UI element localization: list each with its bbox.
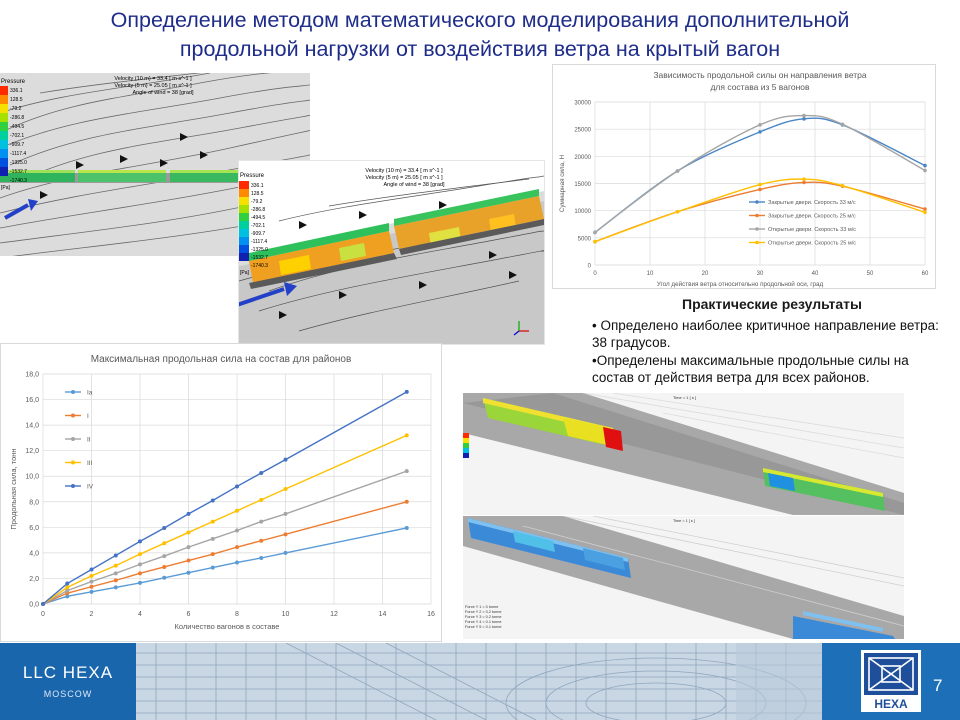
chart2-point <box>405 469 409 473</box>
chart2-point <box>259 520 263 524</box>
cfd-iso-info-line: Angle of wind = 38 [grad] <box>383 182 445 188</box>
chart1-y-tick-label: 20000 <box>574 154 591 161</box>
cfd-top-info-line: Angle of wind = 38 [grad] <box>132 90 194 96</box>
cfd-top-legend-value: -286.8 <box>10 115 25 121</box>
cfd-top-legend-value: -909.7 <box>10 142 25 148</box>
chart2-x-tick-label: 4 <box>138 611 142 618</box>
chart1-legend-marker <box>755 241 759 245</box>
sim-bottom-force-line: Force Y 1 = 0 tonne <box>465 605 499 609</box>
chart2-x-tick-label: 2 <box>89 611 94 618</box>
chart2-point <box>187 571 191 575</box>
chart2-x-tick-label: 8 <box>235 611 239 618</box>
chart2-series-line <box>43 471 407 604</box>
chart2-point <box>114 564 118 568</box>
chart2-point <box>138 581 142 585</box>
chart2-point <box>90 590 94 594</box>
chart1-point <box>802 117 806 121</box>
cfd-top-legend-value: -79.2 <box>10 106 22 112</box>
chart1-point <box>758 183 762 187</box>
chart2-legend-label: IV <box>87 483 94 491</box>
cfd-iso-legend-title: Pressure <box>240 173 265 179</box>
chart2-point <box>235 484 239 488</box>
chart1-x-tick-label: 0 <box>593 271 597 277</box>
sim-view-top-image <box>463 393 904 515</box>
cfd-top-legend-value: -494.5 <box>10 124 25 130</box>
chart2-legend-label: Ia <box>87 389 93 397</box>
chart2-point <box>284 551 288 555</box>
chart1-point <box>593 231 597 235</box>
cfd-iso-legend-value: 336.1 <box>251 183 264 189</box>
chart1-y-tick-label: 0 <box>587 263 591 270</box>
chart1-x-tick-label: 30 <box>756 271 764 277</box>
chart1-legend-label: Открытые двери. Скорость 33 м/с <box>768 227 857 233</box>
cfd-iso-legend-value: -702.1 <box>251 223 266 229</box>
sim-bottom-time-label: Time = 1 [ s ] <box>673 519 695 523</box>
cfd-top-legend-value: -1532.7 <box>10 169 27 175</box>
chart1-y-tick-label: 25000 <box>574 127 591 134</box>
chart2-point <box>211 552 215 556</box>
chart2-point <box>90 585 94 589</box>
chart1-title: Зависимость продольной силы он направления ветра <box>653 70 867 80</box>
chart2-point <box>235 560 239 564</box>
chart2-y-axis-label: Продольная сила, тонн <box>9 448 18 530</box>
chart2-legend-label: III <box>87 460 93 467</box>
cfd-top-info-line: Velocity (5 m) = 25.05 [ m s^-1 ] <box>114 83 192 89</box>
chart2-x-tick-label: 12 <box>330 611 338 618</box>
slide-title-line1: Определение методом математического моделирования дополнительной <box>110 8 850 32</box>
chart1-point <box>758 130 762 134</box>
chart2-point <box>211 537 215 541</box>
cfd-iso-legend-value: -286.8 <box>251 207 266 213</box>
chart2-x-tick-label: 10 <box>281 611 290 618</box>
chart2-point <box>114 553 118 557</box>
chart2-point <box>138 571 142 575</box>
chart2-point <box>235 529 239 533</box>
chart1-legend-label: Закрытые двери. Скорость 33 м/с <box>768 200 856 206</box>
chart2-point <box>162 526 166 530</box>
cfd-top-color-scale <box>0 86 8 176</box>
chart2-point <box>162 565 166 569</box>
chart2-series-line <box>43 389 407 604</box>
chart-wind-angle-svg <box>553 65 935 288</box>
chart1-legend-marker <box>755 200 759 204</box>
sim-view-top <box>463 393 904 515</box>
chart1-point <box>802 181 806 185</box>
chart2-point <box>211 520 215 524</box>
sim-top-time-label: Time = 1 [ s ] <box>673 395 697 400</box>
chart1-point <box>841 122 845 126</box>
cfd-top-legend-value: -1117.4 <box>10 151 27 157</box>
sim-bottom-force-line: Force Y 5 = 0.1 tonne <box>465 625 502 629</box>
chart2-point <box>235 545 239 549</box>
cfd-top-legend-title: Pressure <box>1 79 26 85</box>
footer-mesh-image <box>136 643 822 720</box>
chart2-y-tick-label: 16,0 <box>25 397 39 405</box>
chart2-point <box>65 582 69 586</box>
chart2-y-tick-label: 8,0 <box>29 499 39 507</box>
cfd-iso-legend-value: -1740.3 <box>251 263 268 269</box>
cfd-top-legend-value: -1740.3 <box>10 178 27 184</box>
chart2-legend-label: I <box>87 413 89 420</box>
chart2-y-tick-label: 10,0 <box>25 473 39 481</box>
chart2-title: Максимальная продольная сила на состав для районов <box>90 354 352 365</box>
chart2-legend-marker <box>71 437 75 441</box>
chart2-point <box>259 539 263 543</box>
chart2-point <box>259 556 263 560</box>
cfd-top-legend-unit: [Pa] <box>1 185 10 191</box>
company-name: LLC HEXA <box>22 663 114 682</box>
chart1-point <box>758 188 762 192</box>
chart2-point <box>114 571 118 575</box>
results-heading: Практические результаты <box>682 296 862 312</box>
company-city: MOSCOW <box>43 689 93 699</box>
chart2-point <box>284 532 288 536</box>
chart1-point <box>923 210 927 214</box>
slide-title-line2: продольной нагрузки от воздействия ветра на крытый вагон <box>179 37 781 61</box>
chart1-point <box>923 169 927 173</box>
chart1-title: для состава из 5 вагонов <box>710 82 810 92</box>
cfd-top-legend-value: -702.1 <box>10 133 25 139</box>
results-bullet: • Определено наиболее критичное направление ветра: 38 градусов. <box>592 317 939 350</box>
logo-text: HEXA <box>874 697 908 711</box>
cfd-iso-legend-value: -909.7 <box>251 231 266 237</box>
chart1-y-tick-label: 30000 <box>574 100 591 107</box>
chart2-point <box>138 539 142 543</box>
chart2-point <box>259 498 263 502</box>
chart2-x-tick-label: 14 <box>378 611 387 618</box>
chart1-point <box>593 240 597 244</box>
chart2-point <box>187 559 191 563</box>
chart2-point <box>405 433 409 437</box>
chart1-point <box>923 207 927 211</box>
chart1-point <box>676 210 680 214</box>
cfd-iso-legend-value: -494.5 <box>251 215 266 221</box>
sim-bottom-force-line: Force Y 2 = 0.2 tonne <box>465 610 502 614</box>
cfd-iso-info-line: Velocity (5 m) = 25.05 [ m s^-1 ] <box>365 175 443 181</box>
chart-wind-angle <box>552 64 936 289</box>
sim-view-bottom-image <box>463 516 904 639</box>
chart2-point <box>41 602 45 606</box>
chart2-point <box>405 526 409 530</box>
cfd-top-legend-value: 336.1 <box>10 88 23 94</box>
cfd-iso-legend-value: -1325.0 <box>251 247 268 253</box>
chart2-point <box>90 568 94 572</box>
chart2-legend-marker <box>71 414 75 418</box>
cfd-iso-legend-value: -1532.7 <box>251 255 268 261</box>
chart2-point <box>211 499 215 503</box>
chart2-point <box>138 562 142 566</box>
chart2-point <box>162 576 166 580</box>
chart1-y-axis-label: Суммарная сила, Н <box>559 154 566 213</box>
cfd-top-info-line: Velocity (10 m) = 33.4 [ m s^-1 ] <box>114 76 192 82</box>
results-bullet: •Определены максимальные продольные силы на состав от действия ветра для всех районов. <box>592 352 909 385</box>
chart2-point <box>211 566 215 570</box>
chart1-point <box>758 123 762 127</box>
cfd-iso-legend-value: -1117.4 <box>251 239 268 245</box>
chart2-legend-marker <box>71 461 75 465</box>
cfd-iso-color-scale <box>239 181 249 261</box>
chart2-point <box>114 585 118 589</box>
chart-max-force-svg <box>1 344 441 641</box>
chart1-legend-label: Открытые двери. Скорость 25 м/с <box>768 240 857 247</box>
chart1-x-tick-label: 20 <box>701 271 709 277</box>
chart2-x-tick-label: 0 <box>41 611 45 618</box>
chart1-y-tick-label: 5000 <box>577 236 591 243</box>
chart2-point <box>405 390 409 394</box>
chart1-point <box>802 177 806 181</box>
chart2-point <box>65 585 69 589</box>
chart2-point <box>162 554 166 558</box>
chart2-point <box>114 578 118 582</box>
chart2-y-tick-label: 14,0 <box>25 422 39 430</box>
chart1-legend-marker <box>755 214 759 218</box>
cfd-iso-legend-unit: [Pa] <box>240 270 249 276</box>
chart2-x-tick-label: 6 <box>186 611 191 618</box>
chart2-point <box>235 509 239 513</box>
cfd-iso-legend-value: 128.5 <box>251 191 264 197</box>
sim-top-color-scale <box>463 433 469 458</box>
page-number: 7 <box>933 676 943 695</box>
chart1-legend-marker <box>755 227 759 231</box>
chart2-point <box>90 580 94 584</box>
chart1-x-tick-label: 60 <box>921 271 929 277</box>
chart2-y-tick-label: 4,0 <box>29 550 39 558</box>
cfd-iso-view <box>238 160 545 345</box>
chart2-legend-label: II <box>87 436 91 444</box>
chart2-y-tick-label: 6,0 <box>29 524 39 532</box>
chart1-point <box>841 184 845 188</box>
chart2-legend-marker <box>71 484 75 488</box>
sim-bottom-force-line: Force Y 4 = 0.1 tonne <box>465 620 502 624</box>
chart1-x-axis-label: Угол действия ветра относительно продольной оси, град <box>656 281 824 288</box>
chart1-point <box>676 169 680 173</box>
chart2-point <box>187 512 191 516</box>
chart2-x-axis-label: Количество вагонов в составе <box>174 622 280 631</box>
chart2-y-tick-label: 2,0 <box>29 575 39 583</box>
chart1-x-tick-label: 40 <box>811 271 819 277</box>
hexa-logo <box>861 650 921 712</box>
chart2-legend-marker <box>71 390 75 394</box>
cfd-iso-info-line: Velocity (10 m) = 33.4 [ m s^-1 ] <box>365 168 443 174</box>
chart2-point <box>138 552 142 556</box>
footer-brand <box>0 643 136 720</box>
chart1-point <box>802 114 806 118</box>
cfd-iso-view-image <box>239 161 544 344</box>
sim-view-bottom <box>463 516 904 639</box>
chart1-y-tick-label: 10000 <box>574 209 591 216</box>
slide-title <box>20 6 940 64</box>
cfd-iso-legend-value: -79.2 <box>251 199 263 205</box>
chart1-x-tick-label: 10 <box>646 271 654 277</box>
chart2-y-tick-label: 0,0 <box>29 601 39 609</box>
chart2-point <box>187 530 191 534</box>
chart2-y-tick-label: 18,0 <box>25 371 39 379</box>
cfd-top-legend-value: 128.5 <box>10 97 23 103</box>
results-block <box>592 296 952 387</box>
chart1-x-tick-label: 50 <box>866 271 874 277</box>
chart2-y-tick-label: 12,0 <box>25 448 39 456</box>
chart2-point <box>284 512 288 516</box>
footer-bar <box>0 643 960 720</box>
chart1-legend-label: Закрытые двери. Скорость 25 м/с <box>768 213 856 220</box>
chart2-point <box>405 500 409 504</box>
chart1-y-tick-label: 15000 <box>574 182 591 188</box>
cfd-top-legend-value: -1325.0 <box>10 160 27 166</box>
chart2-point <box>187 545 191 549</box>
chart2-point <box>90 574 94 578</box>
chart-max-force <box>0 343 442 642</box>
chart2-x-tick-label: 16 <box>427 611 435 618</box>
chart2-point <box>284 487 288 491</box>
chart2-point <box>259 471 263 475</box>
sim-bottom-force-line: Force Y 3 = 0.2 tonne <box>465 615 502 619</box>
chart2-point <box>162 541 166 545</box>
chart1-point <box>923 164 927 168</box>
chart2-point <box>284 458 288 462</box>
